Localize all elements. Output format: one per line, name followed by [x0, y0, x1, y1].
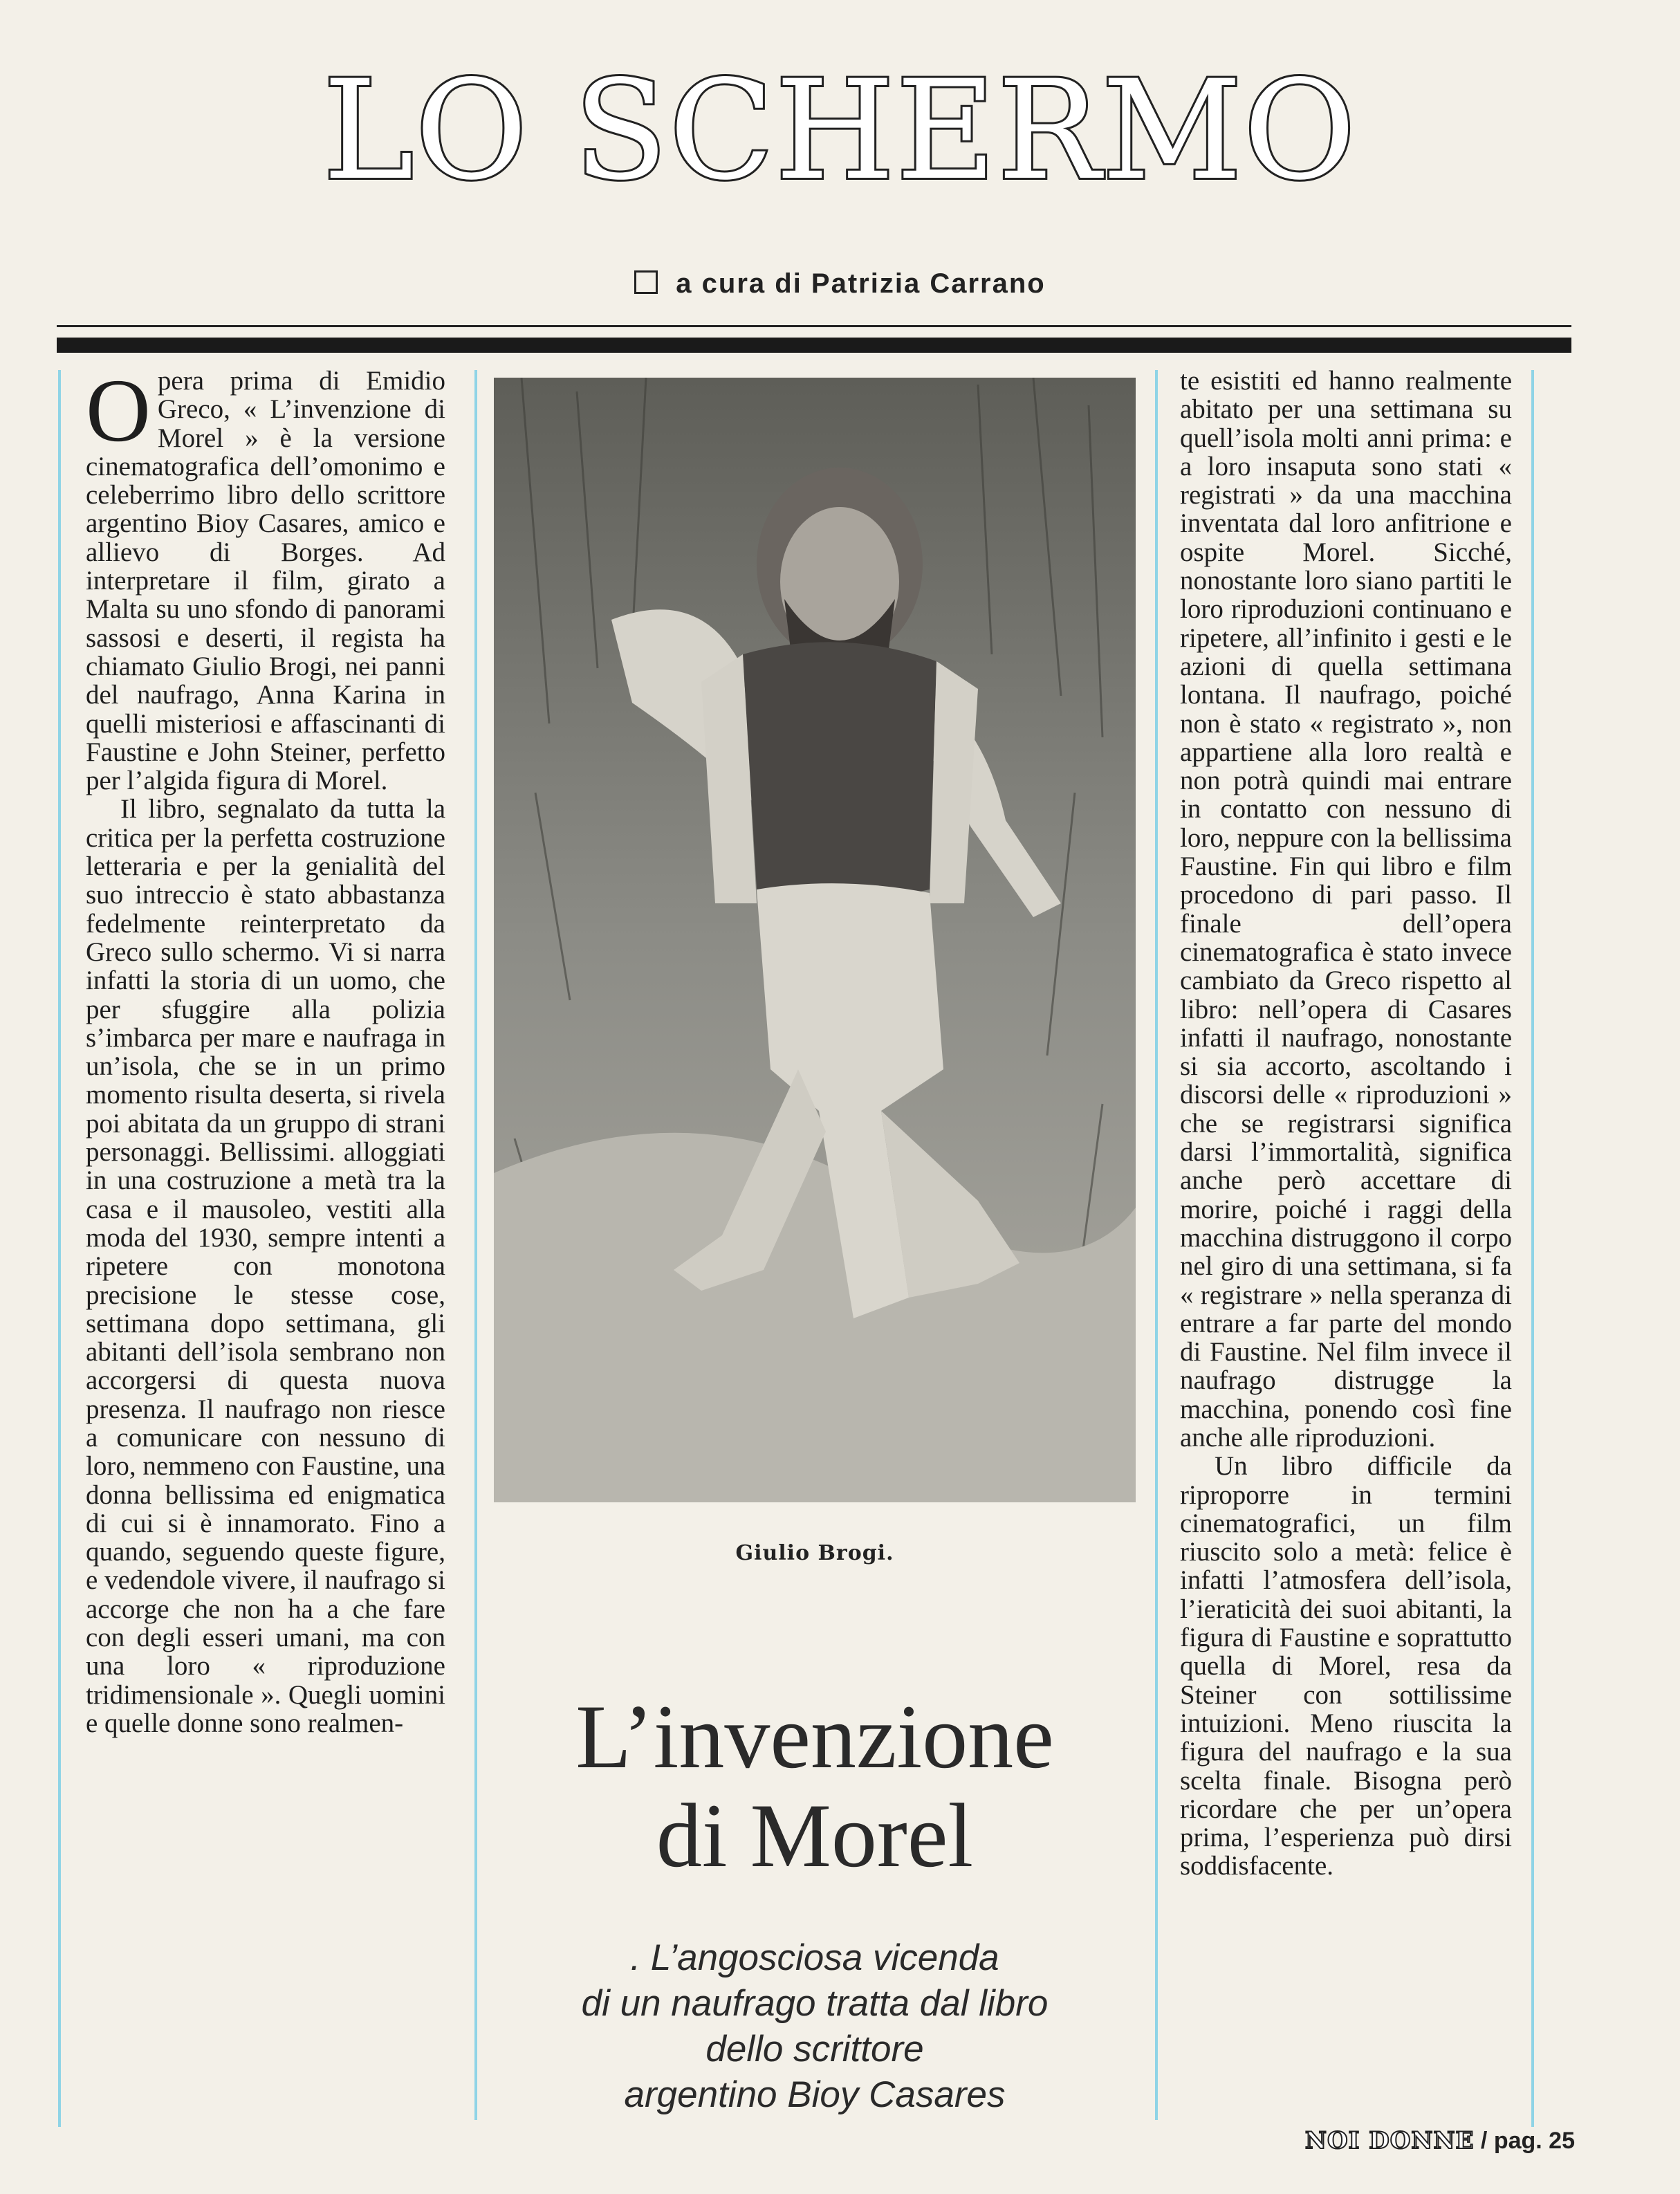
article-headline: [494, 1688, 1136, 1885]
headline-line: L’invenzione: [575, 1686, 1054, 1787]
subheadline-line: argentino Bioy Casares: [624, 2074, 1006, 2115]
column-divider: [474, 370, 477, 2120]
photo-illustration: [494, 378, 1136, 1502]
column-divider: [58, 370, 61, 2127]
column-divider: [1531, 370, 1534, 2127]
photo-caption: Giulio Brogi.: [735, 1541, 894, 1565]
footer-separator: /: [1480, 2128, 1488, 2154]
page-footer: [1305, 2127, 1575, 2155]
byline-text: a cura di Patrizia Carrano: [676, 268, 1046, 299]
photo-giulio-brogi: [494, 378, 1136, 1502]
right-text-column: [1180, 367, 1512, 1881]
paragraph: Opera prima di Emidio Greco, « L’invenzione di Morel » è la versione cinematografica dell’omonimo e celeberrimo libro dello scrittore argentino Bioy Casares, amico e allievo di Borges. Ad interpretare il film, girato a Malta su uno sfondo di panorami sassosi e deserti, il regista ha chiamato Giulio Brogi, nei panni del naufrago, Anna Karina in quelli misteriosi e affascinanti di Faustine e John Steiner, perfetto per l’algida figura di Morel.: [86, 361, 445, 796]
column-divider: [1155, 370, 1158, 2120]
header-rule-thick: [57, 338, 1571, 353]
page-number: pag. 25: [1493, 2128, 1575, 2154]
section-title: LO SCHERMO: [322, 50, 1358, 210]
headline-line: di Morel: [656, 1784, 974, 1886]
square-bullet-icon: [634, 270, 658, 294]
header-rule-thin: [57, 325, 1571, 327]
paragraph: Un libro difficile da riproporre in termini cinematografici, un film riuscito solo a metà: felice è infatti l’atmosfera dell’isola, l’ieraticità dei suoi abitanti, la figura di Faustine e soprattutto quella di Morel, resa da Steiner con sottilissime intuizioni. Meno riuscita la figura del naufrago e la sua scelta finale. Bisogna però ricordare che per un’opera prima, l’esperienza può dirsi soddisfacente.: [1180, 1451, 1512, 1881]
byline: [0, 268, 1680, 299]
article-subheadline: [484, 1935, 1145, 2118]
subheadline-line: di un naufrago tratta dal libro: [581, 1983, 1049, 2024]
paragraph: Il libro, segnalato da tutta la critica per la perfetta costruzione letteraria e per la genialità del suo intreccio è stato abbastanza fedelmente reinterpretato da Greco sullo schermo. Vi si narra infatti la storia di un uomo, che per sfuggire alla polizia s’imbarca per mare e naufraga in un’isola, che se in un primo momento risulta deserta, si rivela poi abitata da un gruppo di strani personaggi. Bellissimi. alloggiati in una costruzione a metà tra la casa e il mausoleo, vestiti alla moda del 1930, sempre intenti a ripetere con monotona precisione le stesse cose, settimana dopo settimana, gli abitanti dell’isola sembrano non accorgersi di questa nuova presenza. Il naufrago non riesce a comunicare con nessuno di loro, nemmeno con Faustine, una donna bellissima ed enigmatica di cui si è innamorato. Fino a quando, seguendo queste figure, e vedendole vivere, il naufrago si accorge che non ha a che fare con degli esseri umani, ma con una loro « riproduzione tridimensionale ». Quegli uomini e quelle donne sono realmen-: [86, 794, 445, 1738]
subheadline-line: . L’angosciosa vicenda: [630, 1937, 999, 1978]
drop-cap: O: [86, 361, 151, 461]
left-text-column: [86, 361, 445, 1738]
paragraph: te esistiti ed hanno realmente abitato per una settimana su quell’isola molti anni prima: e a loro insaputa sono stati « registrati » da una macchina inventata dal loro anfitrione e ospite Morel. Sicché, nonostante loro siano partiti le loro riproduzioni continuano e ripetere, all’infinito i gesti e le azioni di quella settimana lontana. Il naufrago, poiché non è stato « registrato », non appartiene alla loro realtà e non potrà quindi mai entrare in contatto con nessuno di loro, neppure con la bellissima Faustine. Fin qui libro e film procedono di pari passo. Il finale dell’opera cinematografica è stato invece cambiato da Greco rispetto al libro: nell’opera di Casares infatti il naufrago, nonostante si sia accorto, ascoltando i discorsi delle « riproduzioni » che se registrarsi significa darsi l’immortalità, significa anche però accettare di morire, poiché i raggi della macchina distruggono il corpo nel giro di una settimana, si fa « registrare » nella speranza di entrare a far parte del mondo di Faustine. Nel film invece il naufrago distrugge la macchina, ponendo così fine anche alle riproduzioni.: [1180, 366, 1512, 1453]
magazine-name: NOI DONNE: [1304, 2127, 1475, 2155]
subheadline-line: dello scrittore: [705, 2029, 924, 2069]
